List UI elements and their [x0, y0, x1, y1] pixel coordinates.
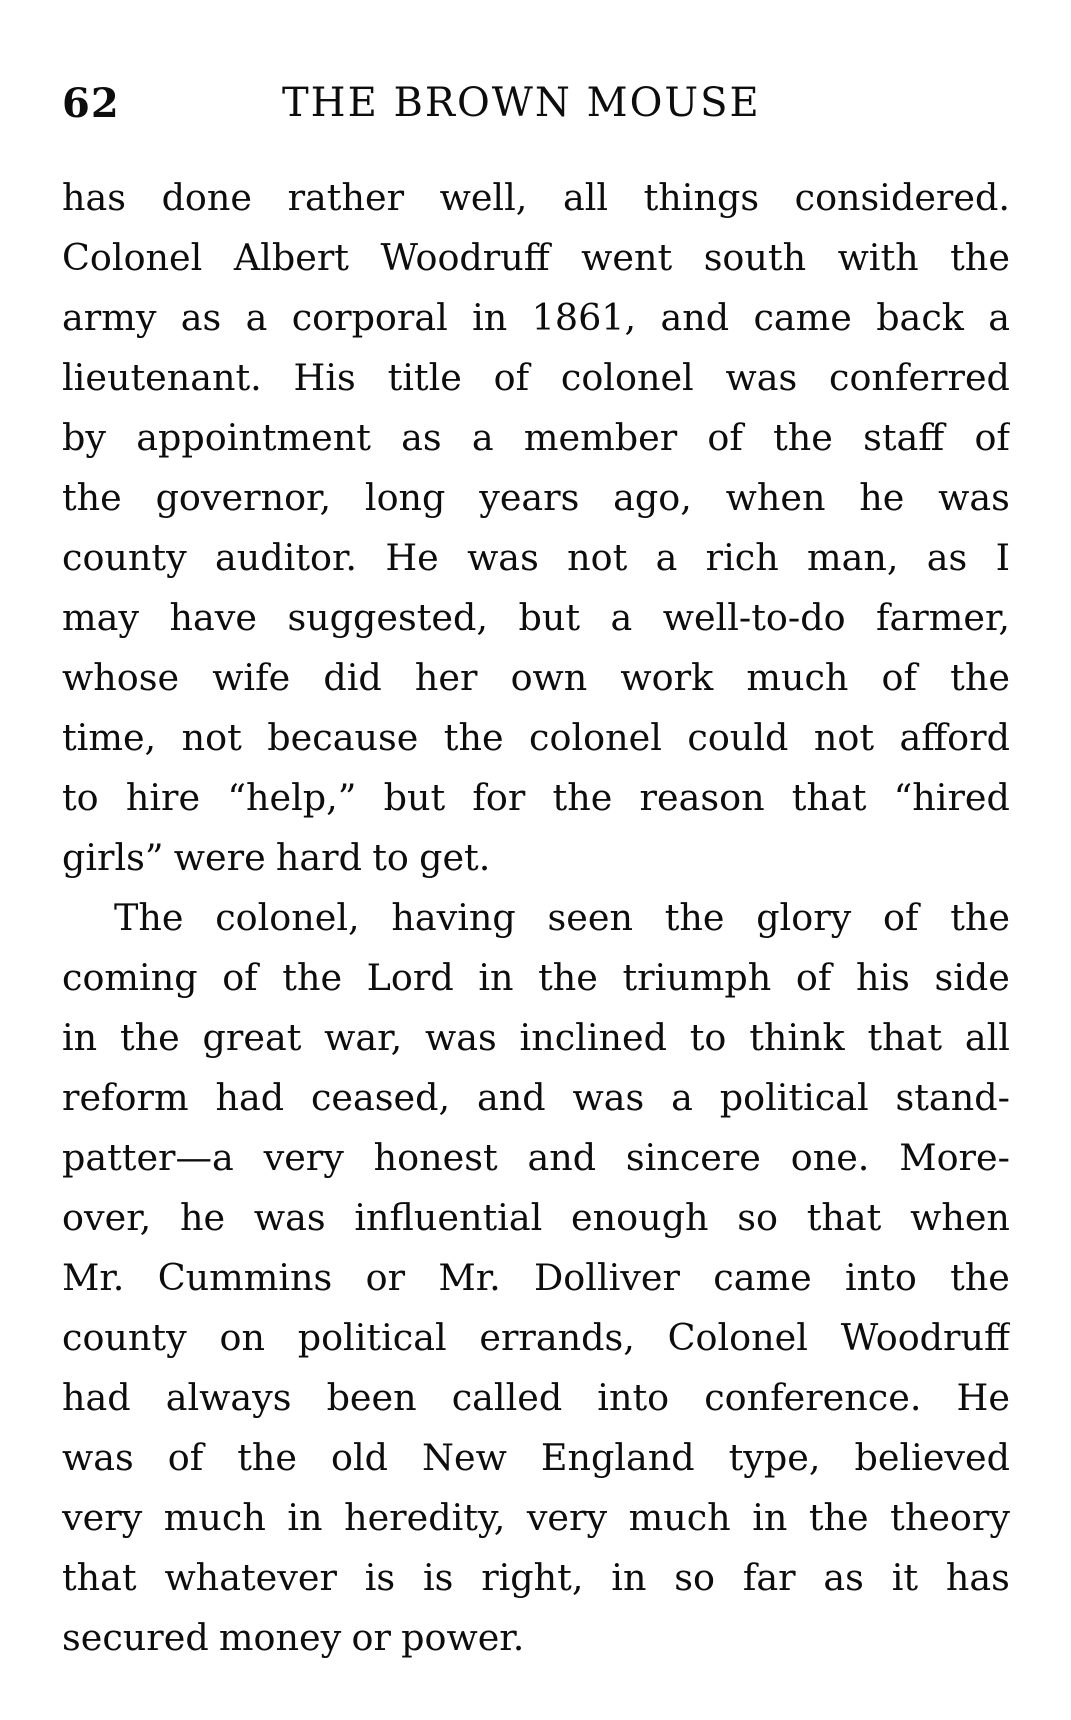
running-title: THE BROWN MOUSE: [282, 80, 761, 126]
word: to: [62, 776, 99, 819]
word: colonel: [529, 716, 662, 759]
word: side: [934, 956, 1010, 999]
word: a: [245, 296, 268, 339]
text-line: [62, 228, 1010, 288]
word: Colonel: [667, 1316, 808, 1359]
word: lieutenant.: [62, 356, 262, 399]
word: with: [837, 236, 919, 279]
text-line: [62, 1368, 1010, 1428]
word: Dolliver: [534, 1256, 680, 1299]
word: More-: [899, 1136, 1010, 1179]
word: county: [62, 536, 187, 579]
word: the: [808, 1496, 869, 1539]
word: having: [391, 896, 516, 939]
word: much: [746, 656, 849, 699]
word: the: [552, 776, 613, 819]
word: New: [422, 1436, 507, 1479]
word: influential: [354, 1196, 543, 1239]
word: considered.: [794, 176, 1010, 219]
word: and: [476, 1076, 546, 1119]
text-line: [62, 1308, 1010, 1368]
text-line: [62, 348, 1010, 408]
word: reason: [639, 776, 765, 819]
word: done: [161, 176, 253, 219]
word: was: [253, 1196, 326, 1239]
word: man,: [807, 536, 899, 579]
word: of: [795, 956, 832, 999]
word: into: [845, 1256, 917, 1299]
word: Albert: [233, 236, 349, 279]
word: long: [364, 476, 446, 519]
word: county: [62, 1316, 187, 1359]
word: great: [202, 1016, 302, 1059]
text-line: [62, 528, 1010, 588]
body-text: [62, 168, 1010, 1668]
word: reform: [62, 1076, 189, 1119]
word: England: [540, 1436, 695, 1479]
word: member: [523, 416, 678, 459]
word: of: [883, 896, 919, 939]
word: had: [215, 1076, 285, 1119]
word: of: [707, 416, 743, 459]
word: political: [719, 1076, 869, 1119]
word: girls”: [62, 836, 164, 879]
word: heredity,: [344, 1496, 506, 1539]
word: I: [995, 536, 1010, 579]
word: in: [611, 1556, 647, 1599]
word: that: [867, 1016, 943, 1059]
word: came: [753, 296, 852, 339]
word: afford: [899, 716, 1010, 759]
word: “hired: [893, 776, 1010, 819]
word: honest: [373, 1136, 498, 1179]
word: but: [518, 596, 580, 639]
text-line: [62, 1488, 1010, 1548]
word: war,: [324, 1016, 403, 1059]
word: that: [62, 1556, 137, 1599]
text-line: [62, 768, 1010, 828]
word: colonel,: [215, 896, 360, 939]
word: was: [725, 356, 798, 399]
word: and: [527, 1136, 597, 1179]
text-line: [62, 408, 1010, 468]
word: His: [293, 356, 356, 399]
word: the: [773, 416, 833, 459]
word: to: [689, 1016, 727, 1059]
text-line: [62, 888, 1010, 948]
text-line: [62, 1428, 1010, 1488]
word: has: [945, 1556, 1010, 1599]
word: the: [950, 656, 1010, 699]
word: of: [493, 356, 530, 399]
word: south: [703, 236, 807, 279]
word: the: [950, 1256, 1010, 1299]
word: The: [114, 896, 184, 939]
word: as: [926, 536, 968, 579]
word: hire: [125, 776, 201, 819]
word: sincere: [625, 1136, 761, 1179]
word: because: [267, 716, 419, 759]
word: over,: [62, 1196, 152, 1239]
word: conference.: [704, 1376, 922, 1419]
word: secured: [62, 1616, 209, 1659]
word: well-to-do: [662, 596, 846, 639]
word: seen: [547, 896, 633, 939]
word: conferred: [829, 356, 1010, 399]
text-line: [62, 1188, 1010, 1248]
word: been: [326, 1376, 417, 1419]
word: may: [62, 596, 139, 639]
word: he: [859, 476, 905, 519]
word: well,: [439, 176, 528, 219]
page-number: 62: [62, 80, 120, 127]
word: years: [479, 476, 580, 519]
word: a: [610, 596, 633, 639]
word: could: [687, 716, 789, 759]
word: that: [806, 1196, 882, 1239]
word: to: [372, 836, 409, 879]
word: ceased,: [310, 1076, 451, 1119]
word: glory: [756, 896, 852, 939]
word: time,: [62, 716, 157, 759]
word: coming: [62, 956, 198, 999]
word: of: [167, 1436, 204, 1479]
word: the: [119, 1016, 180, 1059]
word: has: [62, 176, 126, 219]
text-line: [62, 1548, 1010, 1608]
word: is: [364, 1556, 396, 1599]
word: went: [581, 236, 673, 279]
word: He: [956, 1376, 1010, 1419]
word: very: [263, 1136, 344, 1179]
word: as: [180, 296, 222, 339]
word: as: [401, 416, 442, 459]
word: of: [881, 656, 918, 699]
word: army: [62, 296, 157, 339]
word: errands,: [479, 1316, 635, 1359]
word: was: [572, 1076, 645, 1119]
word: the: [950, 896, 1010, 939]
word: the: [62, 476, 122, 519]
word: triumph: [622, 956, 772, 999]
word: money: [218, 1616, 342, 1659]
word: own: [510, 656, 588, 699]
word: ago,: [613, 476, 692, 519]
page-header: [62, 80, 1012, 140]
word: “help,”: [227, 776, 357, 819]
word: old: [331, 1436, 389, 1479]
word: or: [365, 1256, 406, 1299]
text-line: [62, 288, 1010, 348]
word: power.: [401, 1616, 525, 1659]
word: so: [737, 1196, 778, 1239]
word: a: [988, 296, 1010, 339]
word: wife: [212, 656, 291, 699]
word: governor,: [155, 476, 332, 519]
word: when: [725, 476, 826, 519]
word: of: [974, 416, 1010, 459]
word: appointment: [136, 416, 371, 459]
word: not: [567, 536, 628, 579]
text-line: [62, 948, 1010, 1008]
word: came: [713, 1256, 812, 1299]
word: Mr.: [62, 1256, 125, 1299]
word: in: [478, 956, 514, 999]
word: corporal: [291, 296, 448, 339]
word: in: [752, 1496, 788, 1539]
word: 1861,: [531, 296, 637, 339]
word: type,: [728, 1436, 821, 1479]
word: all: [562, 176, 609, 219]
word: colonel: [560, 356, 694, 399]
word: political: [297, 1316, 447, 1359]
word: Lord: [366, 956, 454, 999]
text-line: [62, 1008, 1010, 1068]
word: his: [855, 956, 910, 999]
word: for: [472, 776, 526, 819]
word: had: [62, 1376, 131, 1419]
text-line: [62, 1128, 1010, 1188]
paragraph-1: [62, 168, 1010, 888]
word: much: [628, 1496, 731, 1539]
word: in: [62, 1016, 98, 1059]
word: much: [163, 1496, 266, 1539]
word: it: [891, 1556, 919, 1599]
text-line: [62, 168, 1010, 228]
word: work: [620, 656, 714, 699]
word: the: [237, 1436, 298, 1479]
text-line: [62, 1608, 1010, 1668]
word: he: [180, 1196, 226, 1239]
text-line: [62, 588, 1010, 648]
word: the: [664, 896, 725, 939]
word: Cummins: [157, 1256, 333, 1299]
word: patter—a: [62, 1136, 234, 1179]
word: rich: [705, 536, 779, 579]
word: very: [526, 1496, 608, 1539]
word: into: [597, 1376, 670, 1419]
word: one.: [790, 1136, 870, 1179]
word: very: [62, 1496, 143, 1539]
word: get.: [419, 836, 491, 879]
word: a: [655, 536, 678, 579]
word: inclined: [519, 1016, 667, 1059]
text-line: [62, 1248, 1010, 1308]
word: and: [660, 296, 730, 339]
word: was: [938, 476, 1010, 519]
word: or: [351, 1616, 391, 1659]
word: think: [749, 1016, 845, 1059]
word: all: [964, 1016, 1010, 1059]
word: staff: [863, 416, 945, 459]
word: the: [950, 236, 1010, 279]
word: auditor.: [215, 536, 358, 579]
word: rather: [287, 176, 405, 219]
word: so: [674, 1556, 716, 1599]
word: have: [169, 596, 257, 639]
word: of: [222, 956, 258, 999]
word: Woodruff: [840, 1316, 1010, 1359]
word: by: [62, 416, 106, 459]
word: a: [671, 1076, 693, 1119]
word: suggested,: [287, 596, 488, 639]
text-line: [62, 648, 1010, 708]
word: title: [387, 356, 462, 399]
word: is: [422, 1556, 454, 1599]
word: Colonel: [62, 236, 203, 279]
word: whatever: [164, 1556, 337, 1599]
word: called: [451, 1376, 563, 1419]
word: whose: [62, 656, 180, 699]
word: a: [471, 416, 494, 459]
word: was: [467, 536, 539, 579]
word: the: [538, 956, 598, 999]
word: believed: [854, 1436, 1010, 1479]
word: always: [165, 1376, 292, 1419]
text-line: [62, 1068, 1010, 1128]
word: that: [791, 776, 867, 819]
word: was: [62, 1436, 134, 1479]
paragraph-2: [62, 888, 1010, 1668]
word: stand-: [895, 1076, 1010, 1119]
word: theory: [890, 1496, 1010, 1539]
word: back: [876, 296, 964, 339]
word: on: [219, 1316, 265, 1359]
word: far: [742, 1556, 796, 1599]
word: in: [287, 1496, 323, 1539]
word: did: [323, 656, 382, 699]
word: were: [173, 836, 266, 879]
word: when: [910, 1196, 1010, 1239]
word: the: [282, 956, 343, 999]
word: not: [181, 716, 242, 759]
word: right,: [481, 1556, 584, 1599]
word: was: [424, 1016, 497, 1059]
word: He: [385, 536, 439, 579]
word: hard: [275, 836, 362, 879]
word: her: [414, 656, 478, 699]
word: farmer,: [876, 596, 1010, 639]
text-line: [62, 708, 1010, 768]
word: things: [643, 176, 760, 219]
text-line: [62, 828, 1010, 888]
word: Woodruff: [380, 236, 550, 279]
word: as: [823, 1556, 864, 1599]
word: in: [472, 296, 508, 339]
word: Mr.: [438, 1256, 501, 1299]
text-line: [62, 468, 1010, 528]
word: enough: [571, 1196, 709, 1239]
word: but: [383, 776, 446, 819]
word: not: [813, 716, 874, 759]
word: the: [443, 716, 504, 759]
